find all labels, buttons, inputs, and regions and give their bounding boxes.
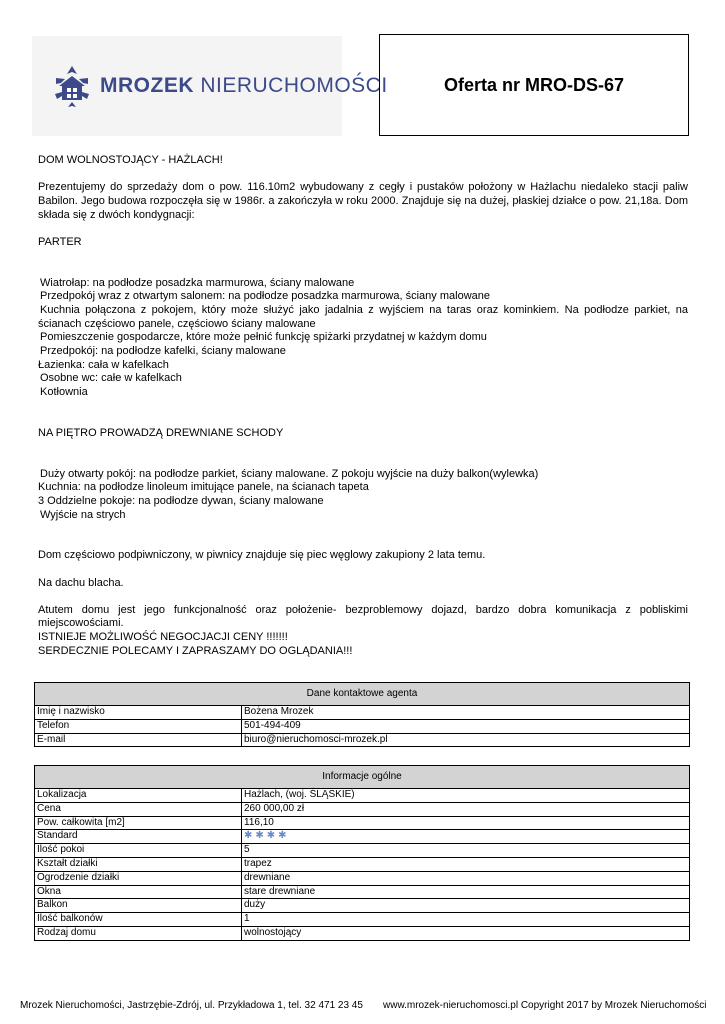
table-row: [35, 885, 690, 899]
general-info-table: [34, 765, 690, 941]
negotiation-line: ISTNIEJE MOŻLIWOŚĆ NEGOCJACJI CENY !!!!!!!: [38, 631, 288, 644]
agent-phone: 501-494-409: [242, 719, 690, 733]
table-row: [35, 830, 690, 844]
advantage-paragraph: Atutem domu jest jego funkcjonalność oraz położenie- bezproblemowy dojazd, bardzo dobra komunikacja z pobliskimi miejscowościami.: [38, 603, 688, 630]
table-row: [35, 789, 690, 803]
row-value: Hażlach, (woj. ŚLĄSKIE): [242, 789, 690, 803]
closing-line: SERDECZNIE POLECAMY I ZAPRASZAMY DO OGLĄDANIA!!!: [38, 644, 353, 657]
roof-paragraph: Na dachu blacha.: [38, 576, 124, 589]
list-item: Wiatrołap: na podłodze posadzka marmurowa, ściany malowane: [40, 276, 355, 289]
row-value: stare drewniane: [242, 885, 690, 899]
basement-paragraph: Dom częściowo podpiwniczony, w piwnicy znajduje się piec węglowy zakupiony 2 lata temu.: [38, 549, 486, 562]
logo-brand: MROZEK: [100, 74, 194, 97]
row-value: drewniane: [242, 871, 690, 885]
table-row: [35, 844, 690, 858]
row-label: Balkon: [35, 899, 242, 913]
row-label: Ilość pokoi: [35, 844, 242, 858]
row-label: Cena: [35, 802, 242, 816]
info-table-heading: Informacje ogólne: [35, 766, 690, 789]
standard-rating: [242, 830, 690, 844]
row-label: Rodzaj domu: [35, 926, 242, 940]
table-row: [35, 719, 690, 733]
logo: [32, 36, 388, 136]
row-value: 260 000,00 zł: [242, 802, 690, 816]
row-label: Ilość balkonów: [35, 913, 242, 927]
row-label: Lokalizacja: [35, 789, 242, 803]
parter-heading: PARTER: [38, 235, 82, 248]
row-label: E-mail: [35, 733, 242, 747]
list-item: Kotłownia: [40, 386, 88, 399]
row-label: Ogrodzenie działki: [35, 871, 242, 885]
list-item: Wyjście na strych: [40, 508, 126, 521]
list-item: Kuchnia: na podłodze linoleum imitujące panele, na ścianach tapeta: [38, 481, 369, 494]
offer-title: Oferta nr MRO-DS-67: [443, 75, 624, 95]
row-value: 116,10: [242, 816, 690, 830]
agent-name: Bożena Mrozek: [242, 706, 690, 720]
row-value: duży: [242, 899, 690, 913]
list-item: Przedpokój: na podłodze kafelki, ściany malowane: [40, 345, 286, 358]
offer-box: [379, 34, 689, 136]
table-row: [35, 871, 690, 885]
list-item: Kuchnia połączona z pokojem, który może służyć jako jadalnia z wyjściem na taras oraz kominkiem. Na podłodze parkiet, na ścianach częściowo panele, częściowo ściany malowane: [38, 303, 688, 330]
row-label: Pow. całkowita [m2]: [35, 816, 242, 830]
row-value: wolnostojący: [242, 926, 690, 940]
logo-suffix: NIERUCHOMOŚCI: [200, 74, 388, 97]
table-row: [35, 706, 690, 720]
row-value: 1: [242, 913, 690, 927]
list-item: Pomieszczenie gospodarcze, które może pełnić funkcję spiżarki przydatnej w każdym domu: [40, 331, 487, 344]
standard-stars-icon: ✱✱✱✱: [244, 830, 290, 842]
description: [38, 154, 688, 659]
intro-paragraph: Prezentujemy do sprzedaży dom o pow. 116.10m2 wybudowany z cegły i pustaków położony w Hażlachu niedaleko stacji paliw Babilon. Jego budowa rozpoczęła się w 1986r. a zakończyła w roku 2000. Znajduje się na dużej, płaskiej działce o pow. 21,18a. Dom składa się z dwóch kondygnacji:: [38, 181, 688, 221]
row-label: Okna: [35, 885, 242, 899]
table-row: [35, 733, 690, 747]
list-item: Osobne wc: całe w kafelkach: [40, 372, 182, 385]
agent-contact-table: [34, 682, 690, 747]
headline: DOM WOLNOSTOJĄCY - HAŻLACH!: [38, 154, 223, 166]
snowflake-house-icon: [52, 64, 92, 108]
list-item: 3 Oddzielne pokoje: na podłodze dywan, ściany malowane: [38, 494, 324, 507]
table-row: [35, 816, 690, 830]
table-row: [35, 899, 690, 913]
row-label: Standard: [35, 830, 242, 844]
row-label: Telefon: [35, 719, 242, 733]
list-item: Przedpokój wraz z otwartym salonem: na podłodze posadzka marmurowa, ściany malowane: [40, 290, 490, 303]
row-label: Kształt działki: [35, 857, 242, 871]
footer-website-copyright: www.mrozek-nieruchomosci.pl Copyright 2017 by Mrozek Nieruchomości: [383, 1000, 707, 1011]
pietro-list: [38, 468, 688, 523]
parter-list: [38, 277, 688, 400]
footer: [20, 1000, 710, 1011]
footer-address: Mrozek Nieruchomości, Jastrzębie-Zdrój, ul. Przykładowa 1, tel. 32 471 23 45: [20, 1000, 363, 1011]
row-value: trapez: [242, 857, 690, 871]
table-row: [35, 926, 690, 940]
agent-email: biuro@nieruchomosci-mrozek.pl: [242, 733, 690, 747]
table-row: [35, 913, 690, 927]
list-item: Łazienka: cała w kafelkach: [38, 358, 169, 371]
table-row: [35, 802, 690, 816]
list-item: Duży otwarty pokój: na podłodze parkiet, ściany malowane. Z pokoju wyjście na duży balkon(wylewka): [40, 467, 539, 480]
table-row: [35, 857, 690, 871]
pietro-heading: NA PIĘTRO PROWADZĄ DREWNIANE SCHODY: [38, 426, 284, 439]
row-label: Imię i nazwisko: [35, 706, 242, 720]
agent-table-heading: Dane kontaktowe agenta: [35, 683, 690, 706]
row-value: 5: [242, 844, 690, 858]
